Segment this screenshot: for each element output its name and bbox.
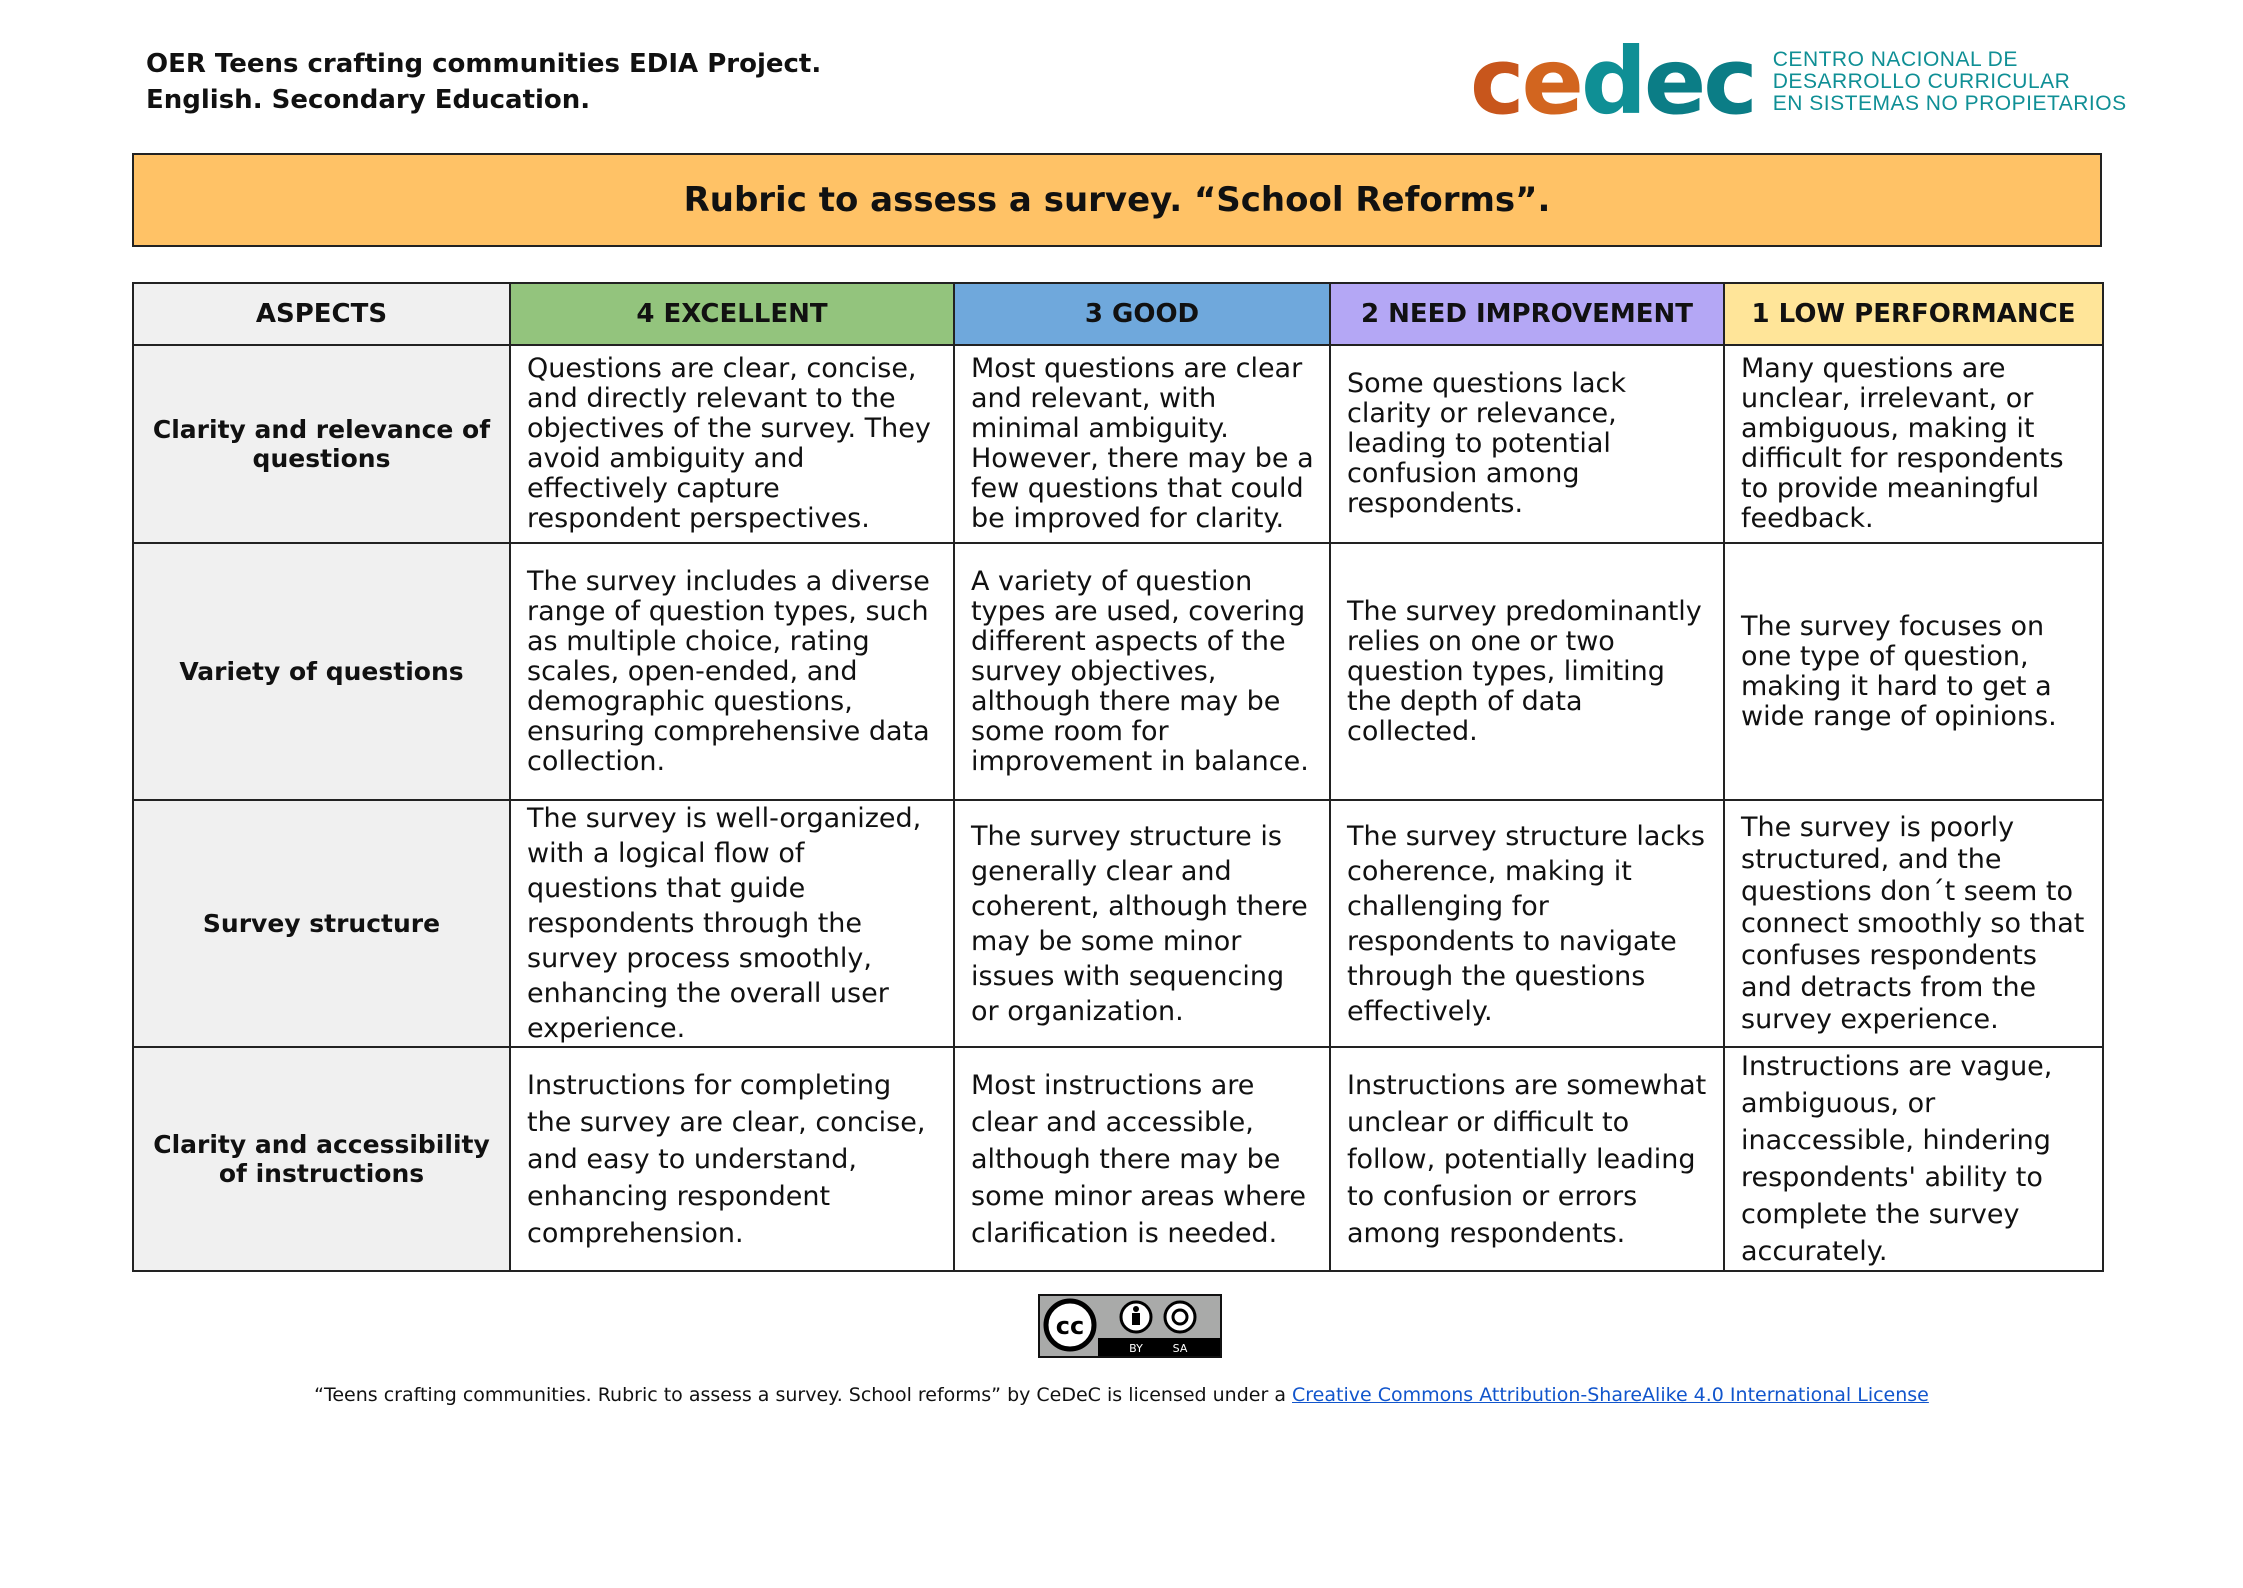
- good-cell: Most questions are clear and relevant, with minimal ambiguity. However, there may be a few questions that could be improved for clarity.: [954, 345, 1330, 543]
- aspect-cell: Clarity and relevance of questions: [133, 345, 510, 543]
- table-row: [133, 800, 2103, 1047]
- aspect-cell: Survey structure: [133, 800, 510, 1047]
- license-text: “Teens crafting communities. Rubric to assess a survey. School reforms” by CeDeC is licensed under a: [314, 1384, 1293, 1406]
- svg-text:SA: SA: [1172, 1342, 1188, 1355]
- header-row: [133, 283, 2103, 345]
- header-low-performance: 1 LOW PERFORMANCE: [1724, 283, 2103, 345]
- aspect-cell: Variety of questions: [133, 543, 510, 800]
- good-cell: The survey structure is generally clear and coherent, although there may be some minor issues with sequencing or organization.: [954, 800, 1330, 1047]
- excellent-cell: Questions are clear, concise, and directly relevant to the objectives of the survey. They avoid ambiguity and effectively capture respondent perspectives.: [510, 345, 954, 543]
- header-aspects: ASPECTS: [133, 283, 510, 345]
- document-header: [146, 46, 821, 118]
- table-row: [133, 1047, 2103, 1271]
- sa-icon: [1165, 1302, 1195, 1332]
- need-improvement-cell: The survey structure lacks coherence, making it challenging for respondents to navigate through the questions effectively.: [1330, 800, 1724, 1047]
- cc-by-sa-license-badge[interactable]: [1038, 1294, 1222, 1358]
- excellent-cell: Instructions for completing the survey are clear, concise, and easy to understand, enhancing respondent comprehension.: [510, 1047, 954, 1271]
- table-row: [133, 543, 2103, 800]
- rubric-table: [132, 282, 2104, 1272]
- need-improvement-cell: The survey predominantly relies on one or two question types, limiting the depth of data collected.: [1330, 543, 1724, 800]
- header-line-2: English. Secondary Education.: [146, 85, 591, 115]
- low-performance-cell: The survey is poorly structured, and the questions don´t seem to connect smoothly so that confuses respondents and detracts from the survey experience.: [1724, 800, 2103, 1047]
- aspect-cell: Clarity and accessibility of instructions: [133, 1047, 510, 1271]
- excellent-cell: The survey is well-organized, with a logical flow of questions that guide respondents through the survey process smoothly, enhancing the overall user experience.: [510, 800, 954, 1047]
- low-performance-cell: The survey focuses on one type of question, making it hard to get a wide range of opinions.: [1724, 543, 2103, 800]
- page-title: Rubric to assess a survey. “School Reforms”.: [132, 153, 2102, 247]
- need-improvement-cell: Instructions are somewhat unclear or difficult to follow, potentially leading to confusion or errors among respondents.: [1330, 1047, 1724, 1271]
- license-link[interactable]: Creative Commons Attribution-ShareAlike 4.0 International License: [1292, 1384, 1929, 1406]
- license-footer: [0, 1384, 2243, 1406]
- logo-wordmark: cedec: [1470, 28, 1755, 135]
- header-excellent: 4 EXCELLENT: [510, 283, 954, 345]
- logo-subtitle: CENTRO NACIONAL DE DESARROLLO CURRICULAR EN SISTEMAS NO PROPIETARIOS: [1772, 48, 2127, 115]
- low-performance-cell: Many questions are unclear, irrelevant, or ambiguous, making it difficult for respondents to provide meaningful feedback.: [1724, 345, 2103, 543]
- low-performance-cell: Instructions are vague, ambiguous, or inaccessible, hindering respondents' ability to complete the survey accurately.: [1724, 1047, 2103, 1271]
- svg-text:BY: BY: [1129, 1342, 1143, 1355]
- cedec-logo: [1470, 28, 2127, 135]
- header-line-1: OER Teens crafting communities EDIA Project.: [146, 49, 822, 79]
- header-need-improvement: 2 NEED IMPROVEMENT: [1330, 283, 1724, 345]
- need-improvement-cell: Some questions lack clarity or relevance, leading to potential confusion among respondents.: [1330, 345, 1724, 543]
- excellent-cell: The survey includes a diverse range of question types, such as multiple choice, rating scales, open-ended, and demographic questions, ensuring comprehensive data collection.: [510, 543, 954, 800]
- table-row: [133, 345, 2103, 543]
- svg-text:cc: cc: [1055, 1312, 1085, 1340]
- good-cell: Most instructions are clear and accessible, although there may be some minor areas where clarification is needed.: [954, 1047, 1330, 1271]
- header-good: 3 GOOD: [954, 283, 1330, 345]
- cc-icon: [1040, 1296, 1220, 1356]
- good-cell: A variety of question types are used, covering different aspects of the survey objectives, although there may be some room for improvement in balance.: [954, 543, 1330, 800]
